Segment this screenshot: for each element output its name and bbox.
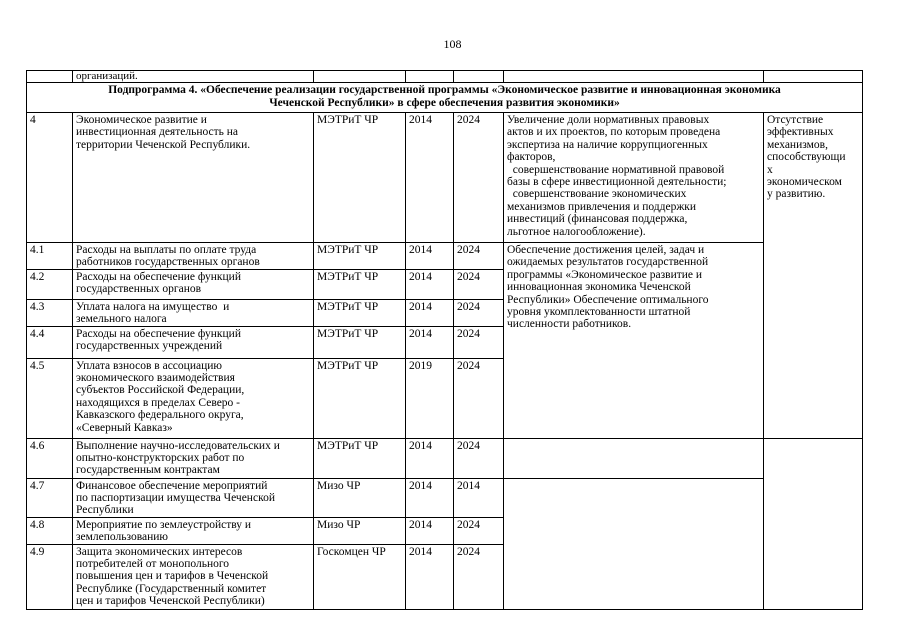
measure-description: Расходы на обеспечение функций государственных учреждений: [73, 326, 314, 358]
start-year: 2014: [406, 243, 454, 270]
end-year: 2024: [454, 299, 504, 326]
expected-result: Обеспечение достижения целей, задач и ожидаемых результатов государственной программы «Экономическое развитие и инновационная экономика Чеченской Республики» Обеспечение оптимального уровня укомплектованности штатной численности работников.: [504, 243, 764, 439]
start-year: 2014: [406, 517, 454, 544]
row-number: 4.5: [27, 358, 73, 438]
measure-description: Уплата взносов в ассоциацию экономического взаимодействия субъектов Российской Федерации, находящихся в пределах Северо - Кавказского федерального округа, «Северный Кавказ»: [73, 358, 314, 438]
end-year: [454, 71, 504, 83]
end-year: 2024: [454, 243, 504, 270]
measure-description: Выполнение научно-исследовательских и опытно-конструкторских работ по государственным контрактам: [73, 438, 314, 478]
executor: МЭТРиТ ЧР: [314, 243, 406, 270]
executor: МЭТРиТ ЧР: [314, 358, 406, 438]
program-measures-table: [26, 70, 863, 610]
start-year: 2014: [406, 438, 454, 478]
row-number: 4.6: [27, 438, 73, 478]
start-year: 2014: [406, 269, 454, 299]
executor: МЭТРиТ ЧР: [314, 269, 406, 299]
consequence: Отсутствие эффективных механизмов, способствующи х экономическом у развитию.: [764, 113, 863, 439]
measure-description: Уплата налога на имущество и земельного налога: [73, 299, 314, 326]
start-year: [406, 71, 454, 83]
table-row: [27, 438, 863, 478]
measure-description: Экономическое развитие и инвестиционная деятельность на территории Чеченской Республики.: [73, 113, 314, 243]
end-year: 2024: [454, 269, 504, 299]
subprogram-header-row: [27, 83, 863, 113]
table-row: [27, 113, 863, 243]
start-year: 2014: [406, 478, 454, 517]
expected-result: [504, 438, 764, 478]
end-year: 2014: [454, 478, 504, 517]
table-row: [27, 243, 863, 270]
end-year: 2024: [454, 358, 504, 438]
expected-result: [504, 71, 764, 83]
table-row: [27, 478, 863, 517]
row-number: 4.1: [27, 243, 73, 270]
start-year: 2014: [406, 113, 454, 243]
start-year: 2014: [406, 326, 454, 358]
executor: МЭТРиТ ЧР: [314, 299, 406, 326]
consequence: [764, 71, 863, 83]
row-number: 4: [27, 113, 73, 243]
executor: МЭТРиТ ЧР: [314, 438, 406, 478]
end-year: 2024: [454, 517, 504, 544]
row-number: 4.2: [27, 269, 73, 299]
end-year: 2024: [454, 544, 504, 609]
subprogram-title: Подпрограмма 4. «Обеспечение реализации государственной программы «Экономическое развитие и инновационная экономика Чеченской Республики» в сфере обеспечения развития экономики»: [27, 83, 863, 113]
measure-description: Защита экономических интересов потребителей от монопольного повышения цен и тарифов в Чеченской Республике (Государственный комитет цен и тарифов Чеченской Республики): [73, 544, 314, 609]
executor: МЭТРиТ ЧР: [314, 326, 406, 358]
executor: Госкомцен ЧР: [314, 544, 406, 609]
row-number: 4.4: [27, 326, 73, 358]
row-number: 4.3: [27, 299, 73, 326]
executor: [314, 71, 406, 83]
measure-description: Расходы на выплаты по оплате труда работников государственных органов: [73, 243, 314, 270]
end-year: 2024: [454, 113, 504, 243]
start-year: 2014: [406, 299, 454, 326]
row-number: 4.9: [27, 544, 73, 609]
row-number: [27, 71, 73, 83]
row-number: 4.8: [27, 517, 73, 544]
executor: Мизо ЧР: [314, 517, 406, 544]
start-year: 2019: [406, 358, 454, 438]
table-row-continued: [27, 71, 863, 83]
measure-description: Расходы на обеспечение функций государственных органов: [73, 269, 314, 299]
expected-result: [504, 478, 764, 609]
page-number: 108: [443, 37, 462, 51]
measure-description: Финансовое обеспечение мероприятий по паспортизации имущества Чеченской Республики: [73, 478, 314, 517]
expected-result: Увеличение доли нормативных правовых актов и их проектов, по которым проведена экспертиза на наличие коррупциогенных факторов, совершенствование нормативной правовой базы в сфере инвестиционной деятельности; совершенствование экономических механизмов привлечения и поддержки инвестиций (финансовая поддержка, льготное налогообложение).: [504, 113, 764, 243]
row-number: 4.7: [27, 478, 73, 517]
end-year: 2024: [454, 438, 504, 478]
executor: МЭТРиТ ЧР: [314, 113, 406, 243]
start-year: 2014: [406, 544, 454, 609]
measure-description: Мероприятие по землеустройству и землепользованию: [73, 517, 314, 544]
measure-description: организаций.: [73, 71, 314, 83]
consequence: [764, 438, 863, 609]
executor: Мизо ЧР: [314, 478, 406, 517]
end-year: 2024: [454, 326, 504, 358]
